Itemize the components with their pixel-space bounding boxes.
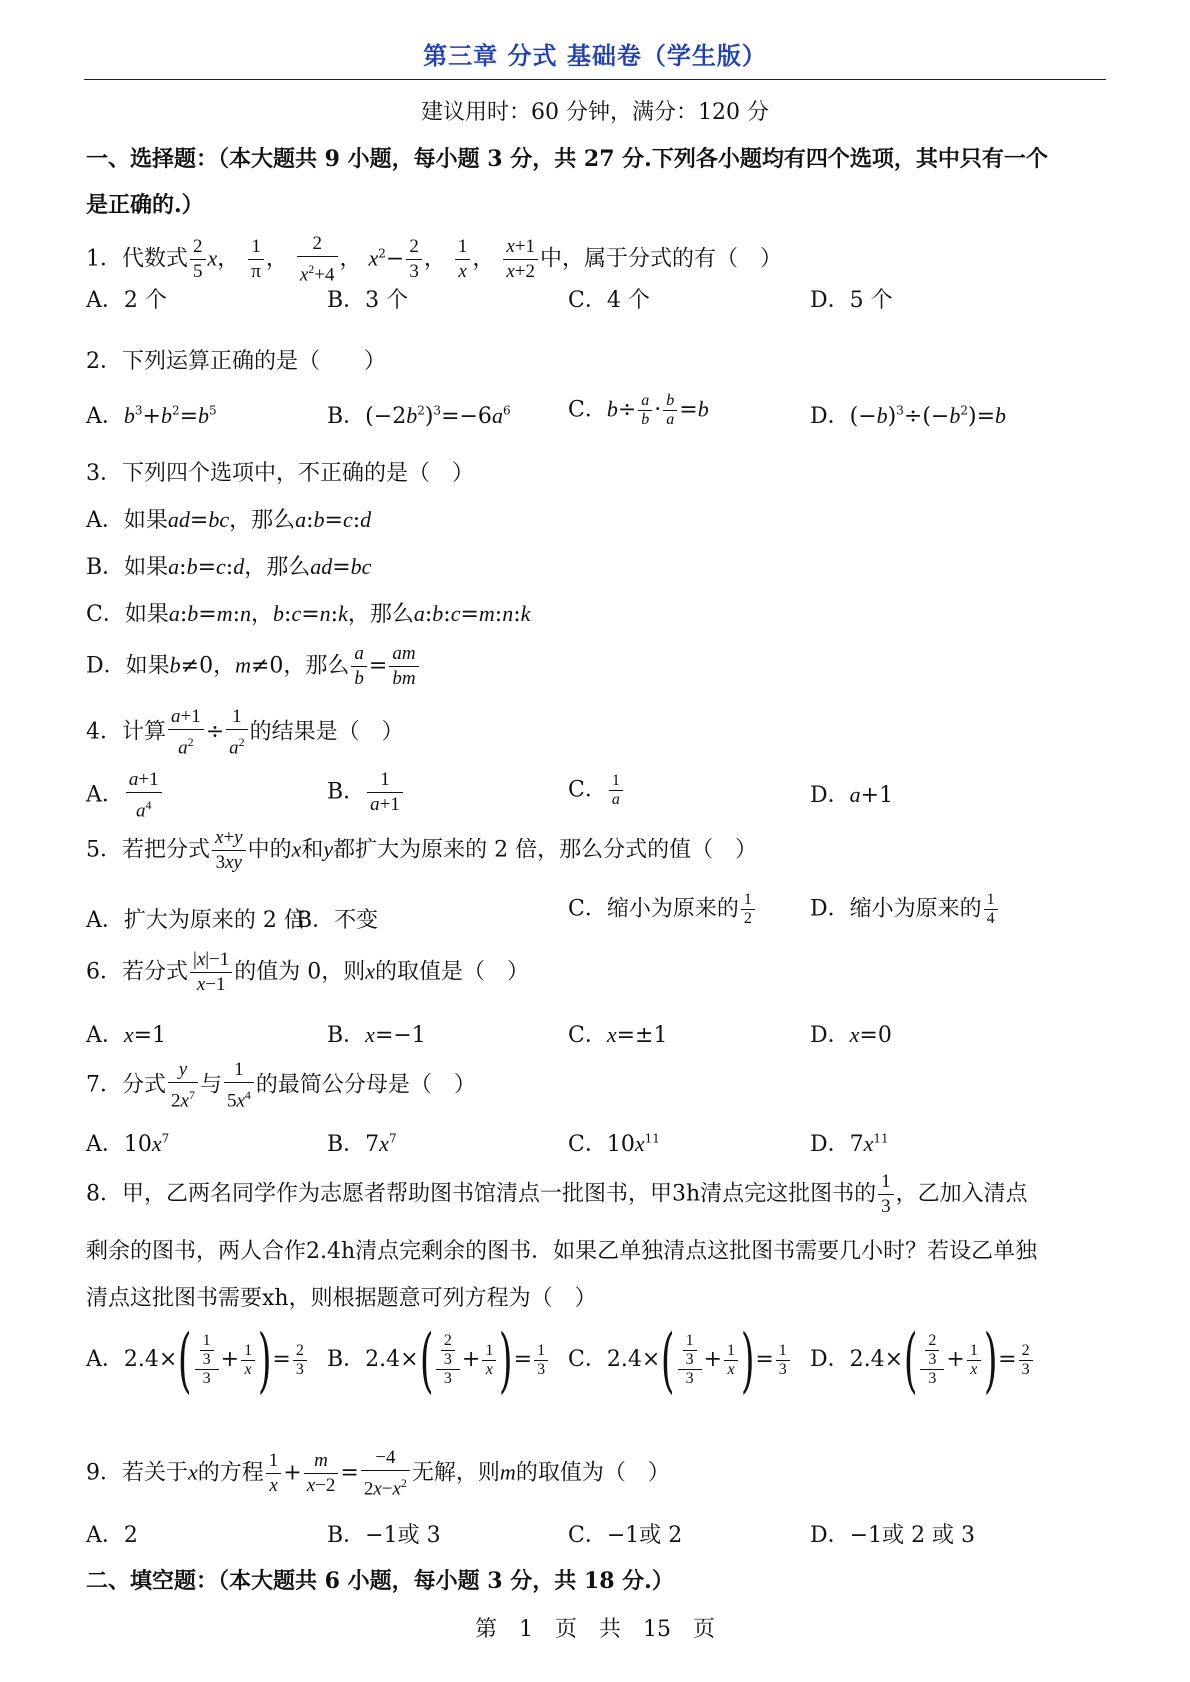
q7-option-c[interactable]: C．$10x^{11}$ [568,1131,660,1157]
q3-option-c[interactable]: C．如果a:b=m:n，b:c=n:k，那么a:b:c=m:n:k [86,601,531,627]
q6-option-c[interactable]: C．x=±1 [568,1022,668,1048]
q2-option-d[interactable]: D．$(-b)^3\div(-b^2)=b$ [810,403,1007,429]
question-7: 7．分式 $\frac{y}{2x^7}$ 与 $\frac{1}{5x^4}$ 的最简公分母是（ ） [86,1059,476,1112]
q9-option-d[interactable]: D．−1或 2 或 3 [810,1523,976,1548]
q4-option-a[interactable]: A． $\frac{a+1}{a^4}$ [86,768,164,823]
q7-option-d[interactable]: D．$7x^{11}$ [810,1131,889,1157]
question-3: 3．下列四个选项中，不正确的是（ ） [86,461,474,486]
q5-option-a[interactable]: A．扩大为原来的 2 倍 [86,908,306,933]
question-5: 5．若把分式 $\frac{x+y}{3xy}$ 中的x和y都扩大为原来的 2 倍，那么分式的值（ ） [86,827,758,873]
q5-option-b[interactable]: B．不变 [296,908,379,933]
q4-option-b[interactable]: B． $\frac{1}{a+1}$ [327,768,405,817]
q1-option-b[interactable]: B．3 个 [327,288,409,313]
q3-option-d[interactable]: D．如果b≠0，m≠0，那么 $\frac{a}{b}$ = $\frac{am}{bm}$ [86,642,421,691]
q2-option-a[interactable]: A．$b^3+b^2=b^5$ [86,403,217,429]
q9-option-c[interactable]: C．−1或 2 [568,1523,683,1548]
q2-option-b[interactable]: B．$(-2b^2)^3=-6a^6$ [327,403,511,429]
q9-option-a[interactable]: A．2 [86,1523,138,1548]
q6-option-a[interactable]: A．x=1 [86,1022,167,1048]
question-1: 1．代数式 $\frac{2}{5}$ x， $\frac{1}{\pi}$ ， $\frac{2}{x^2+4}$ ， $x^2-$ $\frac{2}{3}$ ， $\frac{1}{x}$ ， $\frac{x+1}{x+2}$ 中，属于分式的有（ ） [86,233,783,286]
q6-option-d[interactable]: D．x=0 [810,1022,892,1048]
q4-option-d[interactable]: D．a+1 [810,782,894,808]
q1-option-d[interactable]: D．5 个 [810,288,893,313]
question-8-line-2: 剩余的图书，两人合作2.4h清点完剩余的图书．如果乙单独清点这批图书需要几小时？若设乙单独 [86,1239,1038,1264]
q8-option-a[interactable]: A．2.4×( $\frac{\frac{1}{3}}{3}$ + $\frac{1}{x}$ )= $\frac{2}{3}$ [86,1325,309,1395]
q8-option-c[interactable]: C．2.4×( $\frac{\frac{1}{3}}{3}$ + $\frac{1}{x}$ )= $\frac{1}{3}$ [568,1325,792,1395]
q3-option-b[interactable]: B．如果a:b=c:d，那么ad=bc [86,554,372,580]
section1-heading: 一、选择题：（本大题共 9 小题，每小题 3 分，共 27 分.下列各小题均有四个选项，其中只有一个 [86,146,1048,172]
time-score-info: 建议用时：60 分钟，满分：120 分 [421,100,769,125]
page-title: 第三章 分式 基础卷（学生版） [423,41,767,70]
q4-option-c[interactable]: C． $\frac{1}{a}$ [568,772,625,809]
q5-option-d[interactable]: D．缩小为原来的 $\frac{1}{4}$ [810,891,1000,928]
question-6: 6．若分式 $\frac{|x|-1}{x-1}$ 的值为 0，则x的取值是（ ） [86,949,530,995]
q1-option-c[interactable]: C．4 个 [568,288,650,313]
q3-option-a[interactable]: A．如果ad=bc，那么a:b=c:d [86,507,372,533]
q6-option-b[interactable]: B．x=−1 [327,1022,426,1048]
q7-option-a[interactable]: A．$10x^7$ [86,1131,170,1157]
header-rule [84,79,1106,80]
q2-option-c[interactable]: C．b÷ $\frac{a}{b}$ · $\frac{b}{a}$ =b [568,392,709,428]
q5-option-c[interactable]: C．缩小为原来的 $\frac{1}{2}$ [568,891,757,928]
page-footer: 第 1 页 共 15 页 [475,1617,715,1642]
question-8-line-1: 8．甲，乙两名同学作为志愿者帮助图书馆清点一批图书，甲3h清点完这批图书的 $\frac{1}{3}$ ，乙加入清点 [86,1171,1028,1217]
section1-heading-cont: 是正确的.） [86,192,204,218]
q7-option-b[interactable]: B．$7x^7$ [327,1131,397,1157]
q9-option-b[interactable]: B．−1或 3 [327,1523,441,1548]
question-4: 4．计算 $\frac{a+1}{a^2}$ ÷ $\frac{1}{a^2}$ 的结果是（ ） [86,706,404,759]
section2-heading: 二、填空题：（本大题共 6 小题，每小题 3 分，共 18 分.） [86,1568,674,1594]
q8-option-b[interactable]: B．2.4×( $\frac{\frac{2}{3}}{3}$ + $\frac{1}{x}$ )= $\frac{1}{3}$ [327,1325,550,1395]
question-2: 2．下列运算正确的是（ ） [86,349,386,374]
question-8-line-3: 清点这批图书需要xh，则根据题意可列方程为（ ） [86,1286,597,1311]
question-9: 9．若关于x的方程 $\frac{1}{x}$ + $\frac{m}{x-2}$ = $\frac{-4}{2x-x^2}$ 无解，则m的取值为（ ） [86,1447,670,1500]
q1-option-a[interactable]: A．2 个 [86,288,167,313]
q8-option-d[interactable]: D．2.4×( $\frac{\frac{2}{3}}{3}$ + $\frac{1}{x}$ )= $\frac{2}{3}$ [810,1325,1035,1395]
